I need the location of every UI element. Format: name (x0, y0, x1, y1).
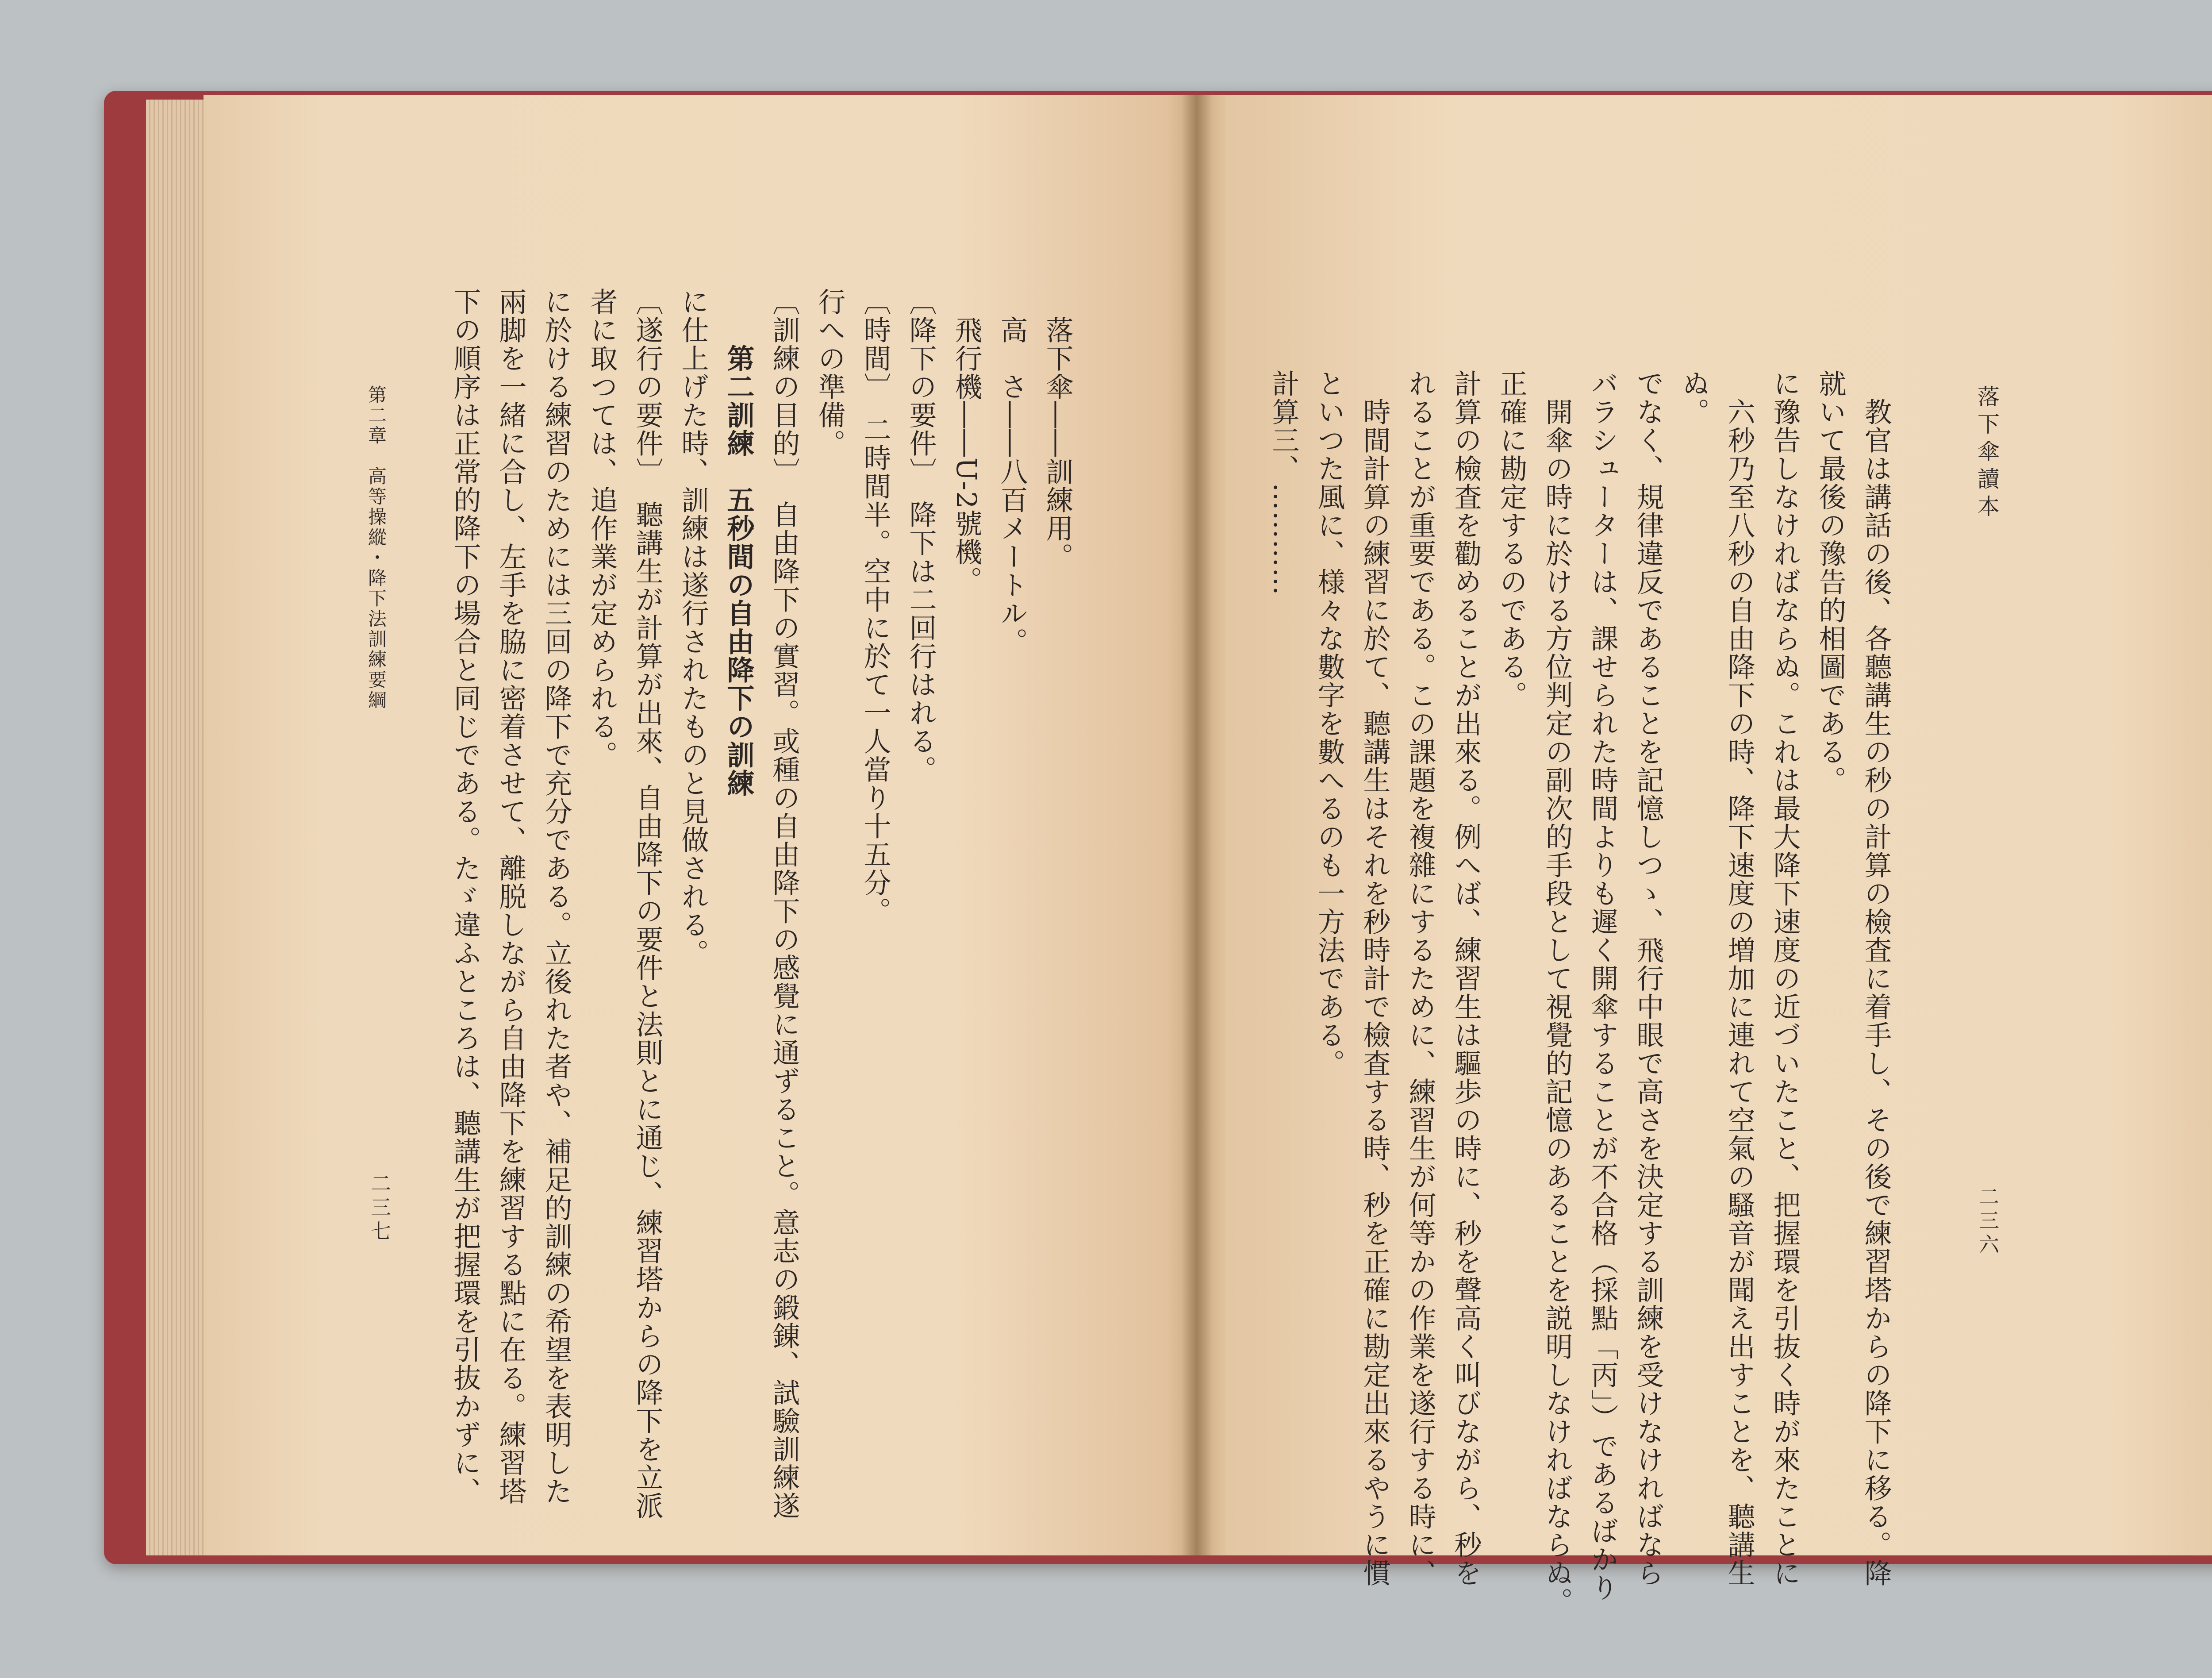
text-line: 〔降下の要件〕 降下は二回行はれる。 (905, 288, 937, 784)
text-line: れることが重要である。この課題を複雜にするために、練習生が何等かの作業を遂行する時に、 (1404, 369, 1436, 1587)
text-line: ぬ。 (1678, 369, 1710, 426)
text-line: バラシューターは、課せられた時間よりも遲く開傘することが不合格（採點「丙」）であるばかり (1586, 369, 1619, 1602)
page-number-right: 二三六 (1976, 1186, 2000, 1258)
text-line: に豫告しなければならぬ。これは最大降下速度の近づいたこと、把握環を引抜く時が來たことに (1769, 369, 1801, 1587)
section-heading: 計算三、………… (1267, 369, 1300, 596)
text-line: 下の順序は正常的降下の場合と同じである。たゞ違ふところは、聽講生が把握環を引抜かずに、 (449, 288, 481, 1505)
running-header: 落下傘讀本 (1974, 385, 2000, 522)
text-line: に於ける練習のためには三回の降下で充分である。立後れた者や、補足的訓練の希望を表明した (540, 288, 572, 1505)
text-line: 開傘の時に於ける方位判定の副次的手段として視覺的記憶のあることを説明しなければならぬ。 (1541, 369, 1573, 1616)
text-line: 〔時間〕 二時間半。空中に於て一人當り十五分。 (859, 288, 891, 925)
text-line: 兩脚を一緒に合し、左手を脇に密着させて、離脱しながら自由降下を練習する點に在る。練習塔 (495, 288, 527, 1505)
text-line: 者に取つては、追作業が定められる。 (586, 288, 618, 769)
section-heading: 第二訓練 五秒間の自由降下の訓練 (722, 288, 755, 797)
book-gutter (1181, 95, 1212, 1555)
text-line: 正確に勘定するのである。 (1495, 369, 1528, 709)
text-line: 〔遂行の要件〕 聽講生が計算が出來、自由降下の要件と法則とに通じ、練習塔からの降下を立派 (631, 288, 664, 1520)
text-line: 計算の檢査を勸めることが出來る。例へば、練習生は驅歩の時に、秒を聲高く叫びながら、秒を (1450, 369, 1482, 1587)
left-page-body (442, 288, 1080, 1520)
text-line: 教官は講話の後、各聽講生の秒の計算の檢査に着手し、その後で練習塔からの降下に移る。降 (1860, 369, 1892, 1587)
page-edges-left (146, 100, 208, 1555)
text-line: 時間計算の練習に於て、聽講生はそれを秒時計で檢査する時、秒を正確に勘定出來るやうに慣 (1359, 369, 1391, 1587)
text-line: に仕上げた時、訓練は遂行されたものと見做される。 (677, 288, 709, 967)
text-line: 行への準備。 (814, 288, 846, 458)
text-line: でなく、規律違反であることを記憶しつゝ、飛行中眼で高さを決定する訓練を受けなければなら (1632, 369, 1664, 1587)
right-page-body (1261, 369, 1899, 1616)
text-line: 六秒乃至八秒の自由降下の時、降下速度の増加に連れて空氣の騷音が聞え出すことを、聽講生 (1723, 369, 1755, 1587)
text-line: といつた風に、様々な數字を數へるのも一方法である。 (1313, 369, 1345, 1078)
text-line: 飛行機――U-2號機。 (950, 288, 983, 595)
text-line: 就いて最後の豫告的相圖である。 (1814, 369, 1847, 794)
page-number-left: 二三七 (368, 1173, 392, 1244)
text-line: 高 さ――八百メートル。 (996, 288, 1028, 656)
running-footer: 第二章 高等操縱・降下法訓練要綱 (365, 385, 387, 711)
text-line: 〔訓練の目的〕 自由降下の實習。或種の自由降下の感覺に通ずること。意志の鍛錬、試驗訓練遂 (768, 288, 800, 1520)
text-line: 落下傘――訓練用。 (1041, 288, 1074, 571)
